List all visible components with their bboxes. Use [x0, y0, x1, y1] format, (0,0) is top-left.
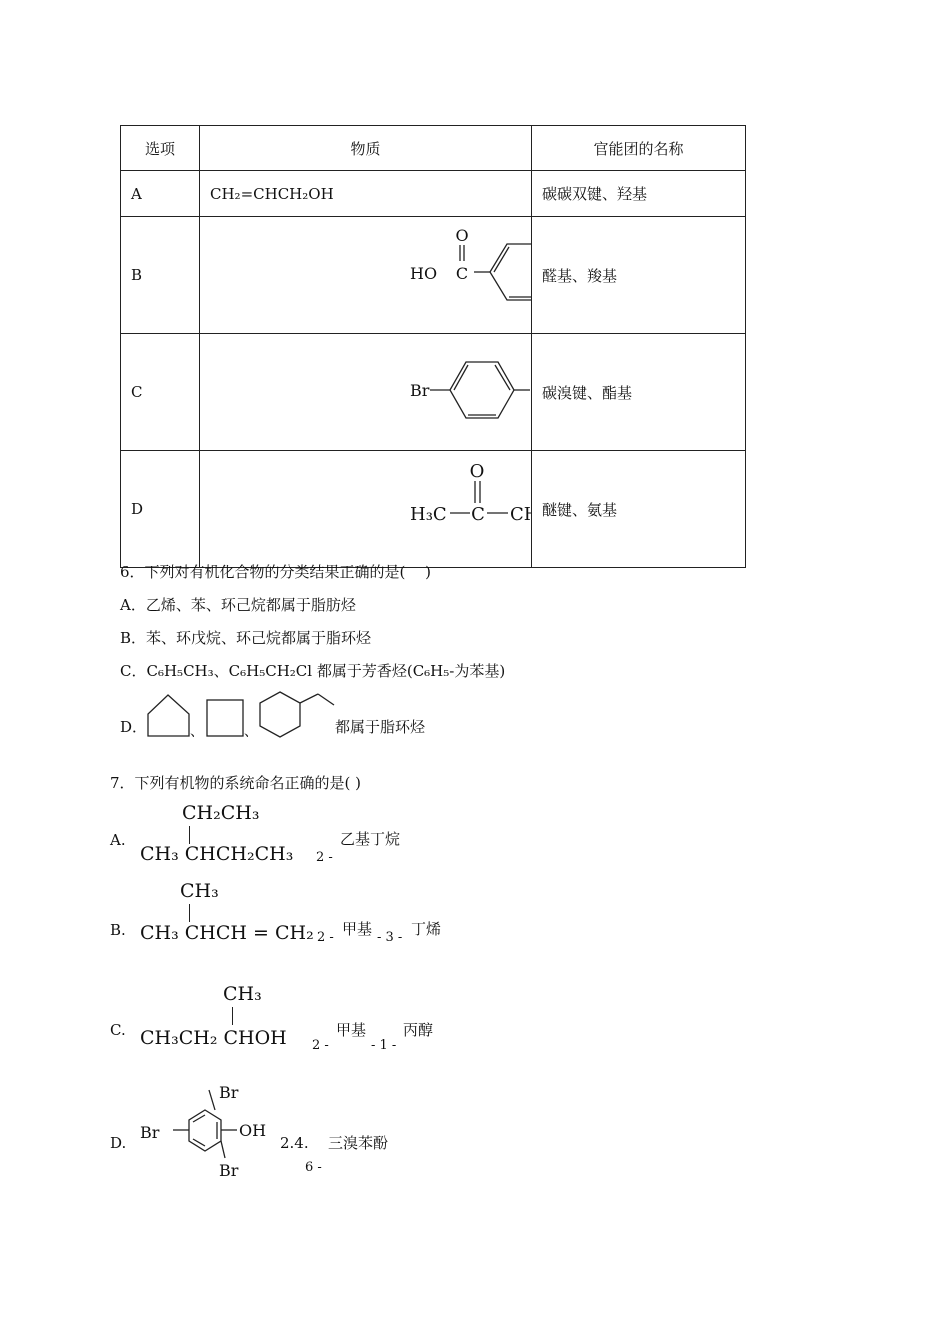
q7-c-num2: - 1 - [371, 1038, 397, 1053]
row-d-structure [200, 451, 532, 568]
row-d-option: D [121, 451, 200, 568]
d-h3c: H₃C [410, 504, 447, 525]
q6-option-d-label: D． [120, 718, 148, 736]
q7-b-label: B. [110, 921, 126, 939]
terephthalaldehyde-acid-structure [200, 217, 531, 329]
q6-d-sep2: 、 [244, 724, 258, 740]
q7-a-main: CH₃ CHCH₂CH₃ [140, 843, 294, 865]
b-ho: HO [410, 264, 438, 283]
c-bromine: Br [410, 381, 430, 400]
q7-d-name: 三溴苯酚 [328, 1134, 389, 1152]
b-carbon-1: C [455, 264, 469, 283]
header-substance: 物质 [200, 126, 532, 171]
q7-c-num1: 2 - [312, 1038, 329, 1053]
header-group: 官能团的名称 [532, 126, 746, 171]
q7-b-name1: 甲基 [342, 920, 373, 938]
methylcyclohexane-icon [260, 692, 300, 737]
q6-option-c: C．C₆H₅CH₃、C₆H₅CH₂Cl 都属于芳香烃(C₆H₅-为苯基) [120, 662, 506, 680]
q7-b-num2: - 3 - [377, 930, 403, 945]
q7-d-num2: 6 - [305, 1160, 322, 1175]
row-d-group: 醚键、氨基 [532, 451, 746, 568]
q6-d-ring-structures [140, 690, 340, 742]
q7-a-num: 2 - [316, 850, 333, 865]
d-oxygen: O [469, 461, 485, 482]
q7-b-bond [189, 904, 190, 922]
q7-c-main: CH₃CH₂ CHOH [140, 1027, 287, 1049]
q7-b-top: CH₃ [180, 880, 219, 902]
row-c-structure [200, 334, 532, 451]
cyclopentane-icon [148, 695, 189, 736]
row-c-option: C [121, 334, 200, 451]
q7-a-top: CH₂CH₃ [182, 802, 260, 824]
q7-b-name2: 丁烯 [411, 920, 442, 938]
q7-c-bond [232, 1007, 233, 1025]
q6-stem: 6．下列对有机化合物的分类结果正确的是( ) [120, 563, 432, 581]
q7-b-main: CH₃ CHCH = CH₂ [140, 922, 314, 944]
row-a-group: 碳碳双键、羟基 [532, 171, 746, 217]
q7-d-label: D. [110, 1134, 127, 1152]
d-br-bottom: Br [219, 1161, 239, 1180]
q6-option-d-text: 都属于脂环烃 [335, 718, 426, 736]
q7-a-label: A. [110, 831, 126, 849]
row-c-group: 碳溴键、酯基 [532, 334, 746, 451]
q7-c-name1: 甲基 [336, 1021, 367, 1039]
bromophenyl-formate-structure [200, 334, 531, 446]
row-a-option: A [121, 171, 200, 217]
d-br-left: Br [140, 1123, 160, 1142]
d-oh: OH [239, 1121, 267, 1140]
d-br-top: Br [219, 1083, 239, 1102]
q6-option-a: A．乙烯、苯、环己烷都属于脂肪烃 [120, 596, 356, 614]
q7-b-num1: 2 - [317, 930, 334, 945]
q7-c-top: CH₃ [223, 983, 262, 1005]
row-a-substance: CH₂=CHCH₂OH [200, 171, 532, 217]
row-b-group: 醛基、羧基 [532, 217, 746, 334]
b-oxygen-1: O [455, 226, 469, 245]
functional-group-table [120, 125, 746, 568]
q7-c-name2: 丙醇 [403, 1021, 434, 1039]
d-ch2nh2: C [510, 504, 524, 525]
q6-option-b: B．苯、环戊烷、环己烷都属于脂环烃 [120, 629, 372, 647]
q7-stem: 7．下列有机物的系统命名正确的是( ) [110, 774, 362, 792]
tribromophenol-structure [135, 1078, 280, 1184]
row-b-structure [200, 217, 532, 334]
q6-d-sep1: 、 [190, 724, 204, 740]
row-b-option: B [121, 217, 200, 334]
q7-d-num1: 2.4. [280, 1134, 309, 1152]
q7-a-bond [189, 826, 190, 844]
q7-c-label: C. [110, 1021, 126, 1039]
q7-a-name: 乙基丁烷 [340, 830, 401, 848]
cyclobutane-icon [207, 700, 243, 736]
header-option: 选项 [121, 126, 200, 171]
aminoacetone-structure [200, 451, 531, 563]
d-carbon: C [471, 504, 485, 525]
